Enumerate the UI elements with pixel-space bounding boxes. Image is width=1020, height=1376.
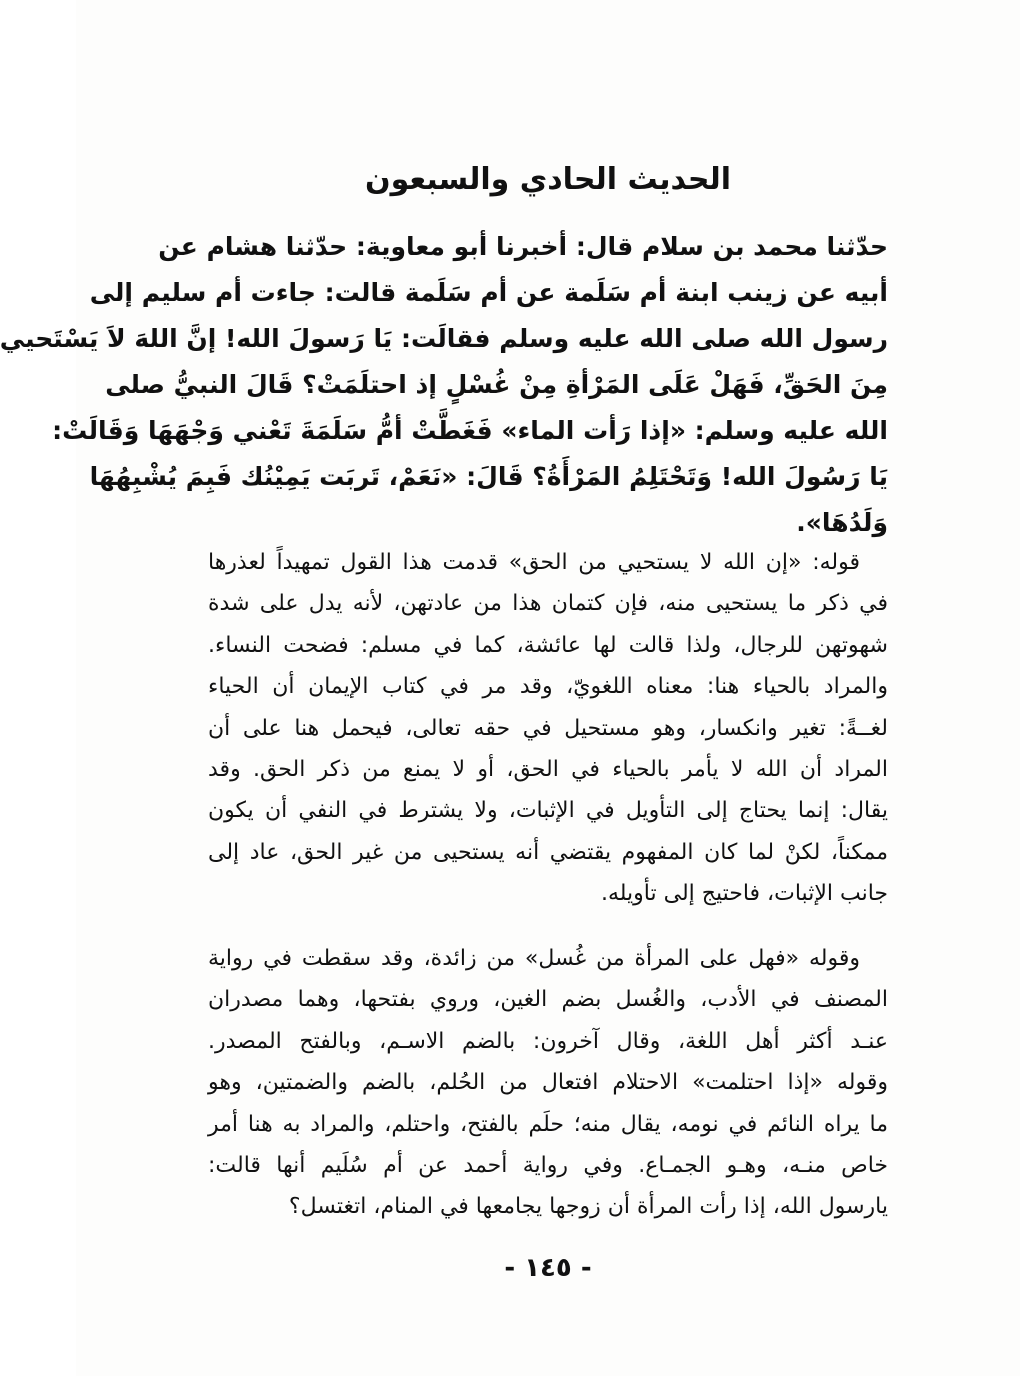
- commentary-line: قوله: «إن الله لا يستحيي من الحق» قدمت هذا القول تمهيداً لعذرها: [208, 550, 860, 575]
- hadith-line: يَا رَسُولَ الله! وَتَحْتَلِمُ المَرْأَةُ؟ قَالَ: «نَعَمْ، تَربَت يَمِيْنُك فَبِمَ يُشْبِهُهَا: [89, 462, 888, 491]
- hadith-line: مِنَ الحَقِّ، فَهَلْ عَلَى المَرْأةِ مِنْ غُسْلٍ إذ احتلَمَتْ؟ قَالَ النبيُّ صلى: [105, 370, 888, 399]
- commentary-paragraph: [208, 542, 888, 915]
- commentary-line: وقوله «فهل على المرأة من غُسل» من زائدة، وقد سقطت في رواية: [208, 946, 860, 971]
- commentary-line: ما يراه النائم في نومه، يقال منه؛ حلَم بالفتح، واحتلم، والمراد به هنا أمر: [208, 1111, 888, 1137]
- hadith-line: أبيه عن زينب ابنة أم سَلَمة عن أم سَلَمة قالت: جاءت أم سليم إلى: [89, 278, 888, 307]
- hadith-text: [0, 224, 888, 546]
- commentary-line: شهوتهن للرجال، ولذا قالت لها عائشة، كما في مسلم: فضحت النساء.: [208, 632, 888, 658]
- commentary-line: جانب الإثبات، فاحتيج إلى تأويله.: [600, 881, 888, 907]
- commentary-line: يارسول الله، إذا رأت المرأة أن زوجها يجامعها في المنام، اتغتسل؟: [288, 1194, 888, 1220]
- hadith-line: حدّثنا محمد بن سلام قال: أخبرنا أبو معاوية: حدّثنا هشام عن: [158, 232, 888, 261]
- hadith-line: الله عليه وسلم: «إذا رَأت الماء» فَغَطَّتْ أمُّ سَلَمَةَ تَعْني وَجْهَهَا وَقَالَتْ:: [52, 416, 888, 445]
- hadith-line: رسول الله صلى الله عليه وسلم فقالَت: يَا رَسولَ الله! إنَّ اللهَ لاَ يَسْتَحيي: [0, 324, 888, 353]
- commentary-line: المراد أن الله لا يأمر بالحياء في الحق، أو لا يمنع من ذكر الحق. وقد: [208, 757, 888, 783]
- commentary-line: يقال: إنما يحتاج إلى التأويل في الإثبات، ولا يشترط في النفي أن يكون: [208, 798, 888, 824]
- commentary-line: لغــةً: تغير وانكسار، وهو مستحيل في حقه تعالى، فيحمل هنا على أن: [208, 715, 888, 741]
- page-number: - ١٤٥ -: [504, 1253, 592, 1283]
- commentary-line: والمراد بالحياء هنا: معناه اللغويّ، وقد مر في كتاب الإيمان أن الحياء: [208, 674, 888, 700]
- commentary-line: عنـد أكثر أهل اللغة، وقال آخرون: بالضم الاسـم، وبالفتح المصدر.: [208, 1028, 888, 1054]
- commentary-line: في ذكر ما يستحيى منه، فإن كتمان هذا من عادتهن، لأنه يدل على شدة: [208, 591, 888, 617]
- page-title: الحديث الحادي والسبعون: [364, 162, 732, 197]
- commentary-line: ممكناً، لكنْ لما كان المفهوم يقتضي أنه يستحيى من غير الحق، عاد إلى: [208, 839, 888, 865]
- commentary-line: خاص منـه، وهـو الجمـاع. وفي رواية أحمد عن أم سُلَيم أنها قالت:: [208, 1153, 888, 1179]
- commentary-line: وقوله «إذا احتلمت» الاحتلام افتعال من الحُلم، بالضم والضمتين، وهو: [208, 1070, 888, 1096]
- commentary-paragraph: [208, 938, 888, 1228]
- hadith-line: وَلَدُهَا».: [796, 508, 888, 537]
- commentary-line: المصنف في الأدب، والغُسل بضم الغين، وروي بفتحها، وهما مصدران: [208, 987, 888, 1013]
